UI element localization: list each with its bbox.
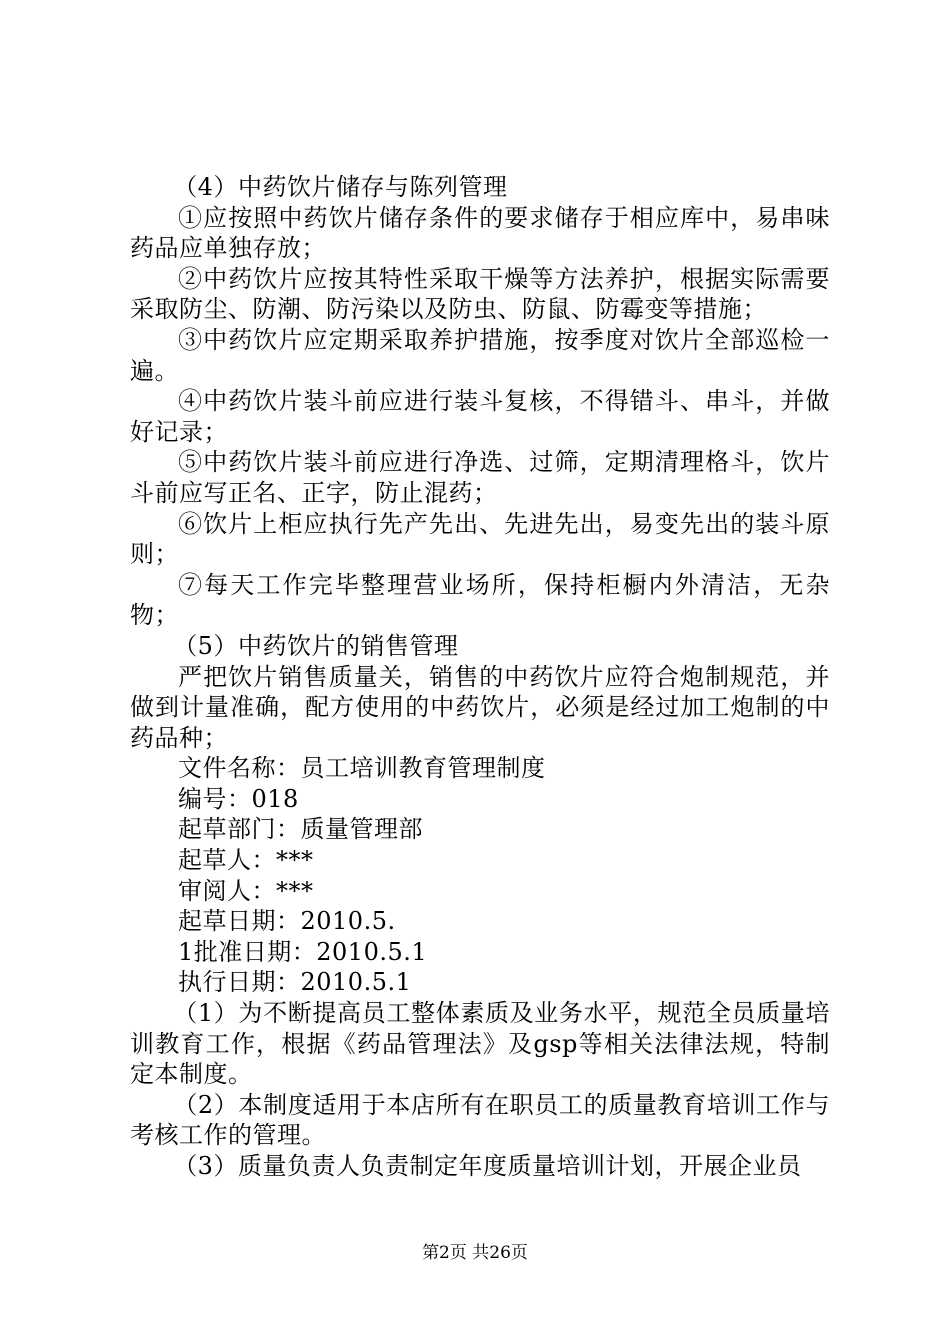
- doc-meta-reviewer: 审阅人：***: [178, 876, 314, 905]
- paragraph: （1）为不断提高员工整体素质及业务水平，规范全员质量培训教育工作，根据《药品管理法》及gsp等相关法律法规，特制定本制度。: [130, 999, 830, 1089]
- doc-meta-draft-date: 起草日期：2010.5.: [178, 907, 396, 936]
- section-heading-sales: （5）中药饮片的销售管理: [173, 631, 459, 660]
- doc-meta-department: 起草部门：质量管理部: [178, 815, 423, 844]
- paragraph: ⑦每天工作完毕整理营业场所，保持柜橱内外清洁，无杂物；: [130, 570, 830, 630]
- paragraph: （3）质量负责人负责制定年度质量培训计划，开展企业员: [173, 1152, 802, 1180]
- paragraph: ③中药饮片应定期采取养护措施，按季度对饮片全部巡检一遍。: [130, 325, 830, 385]
- section-heading-storage: （4）中药饮片储存与陈列管理: [173, 173, 508, 201]
- doc-meta-title: 文件名称：员工培训教育管理制度: [178, 754, 546, 783]
- paragraph: ⑤中药饮片装斗前应进行净选、过筛，定期清理格斗，饮片斗前应写正名、正字，防止混药；: [130, 448, 830, 507]
- paragraph: （2）本制度适用于本店所有在职员工的质量教育培训工作与考核工作的管理。: [130, 1090, 830, 1150]
- doc-meta-drafter: 起草人：***: [178, 846, 314, 875]
- document-body: [130, 172, 830, 1182]
- doc-meta-number: 编号：018: [178, 784, 299, 813]
- doc-meta-effective-date: 执行日期：2010.5.1: [178, 968, 412, 997]
- paragraph: ④中药饮片装斗前应进行装斗复核，不得错斗、串斗，并做好记录；: [130, 387, 830, 446]
- paragraph: ①应按照中药饮片储存条件的要求储存于相应库中，易串味药品应单独存放；: [130, 203, 830, 263]
- paragraph: ⑥饮片上柜应执行先产先出、先进先出，易变先出的装斗原则；: [130, 509, 830, 569]
- paragraph: 严把饮片销售质量关，销售的中药饮片应符合炮制规范，并做到计量准确，配方使用的中药饮片，必须是经过加工炮制的中药品种；: [130, 662, 830, 752]
- page-number-footer: 第2页 共26页: [422, 1243, 528, 1263]
- paragraph: ②中药饮片应按其特性采取干燥等方法养护，根据实际需要采取防尘、防潮、防污染以及防虫、防鼠、防霉变等措施；: [130, 264, 830, 324]
- doc-meta-approval-date: 1批准日期：2010.5.1: [178, 937, 428, 966]
